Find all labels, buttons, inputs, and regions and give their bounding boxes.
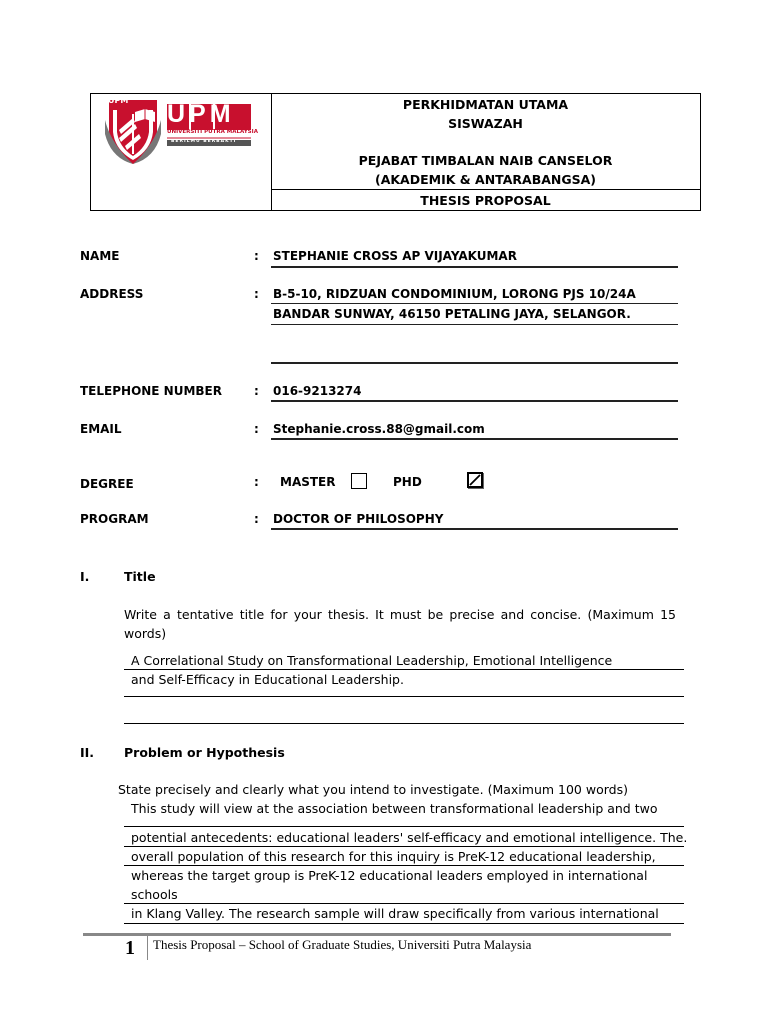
address-underline-3 bbox=[271, 362, 678, 364]
address-underline-2 bbox=[271, 324, 678, 325]
title-answer-line2[interactable]: and Self-Efficacy in Educational Leadership. bbox=[131, 672, 404, 687]
footer-text: Thesis Proposal – School of Graduate Studies, Universiti Putra Malaysia bbox=[153, 937, 532, 952]
problem-line5[interactable]: schools bbox=[131, 887, 178, 902]
logo-motto-text: BERILMU BERBAKTI bbox=[171, 139, 237, 144]
logo-university-text: UNIVERSITI PUTRA MALAYSIA bbox=[167, 129, 258, 135]
problem-line6[interactable]: in Klang Valley. The research sample will draw specifically from various international bbox=[131, 906, 659, 921]
problem-rule-5 bbox=[124, 923, 684, 924]
header-line3: PEJABAT TIMBALAN NAIB CANSELOR bbox=[358, 153, 613, 168]
section2-number: II. bbox=[80, 745, 95, 760]
program-colon: : bbox=[254, 512, 259, 526]
address-label: ADDRESS bbox=[80, 287, 144, 301]
problem-line4[interactable]: whereas the target group is PreK-12 educational leaders employed in international bbox=[131, 868, 648, 883]
problem-line3[interactable]: overall population of this research for this inquiry is PreK-12 educational leadership, bbox=[131, 849, 656, 864]
degree-master-label: MASTER bbox=[280, 475, 336, 489]
section1-instruction-a: Write a tentative title for your thesis. It must be precise and concise. (Maximum 15 bbox=[124, 607, 676, 622]
problem-rule-3 bbox=[124, 865, 684, 866]
header-line1: PERKHIDMATAN UTAMA bbox=[402, 97, 569, 112]
program-label: PROGRAM bbox=[80, 512, 149, 526]
problem-line2[interactable]: potential antecedents: educational leaders' self-efficacy and emotional intelligence. The. bbox=[131, 830, 688, 845]
header-box bbox=[90, 93, 701, 211]
page-number: 1 bbox=[125, 937, 135, 959]
logo-big-text: UPM bbox=[167, 100, 235, 128]
checkmark-icon bbox=[467, 472, 483, 488]
logo-cell bbox=[91, 94, 272, 210]
name-underline bbox=[271, 266, 678, 268]
program-value[interactable]: DOCTOR OF PHILOSOPHY bbox=[273, 512, 444, 526]
phone-underline bbox=[271, 400, 678, 402]
title-rule-3 bbox=[124, 723, 684, 724]
section1-title: Title bbox=[124, 569, 156, 584]
name-label: NAME bbox=[80, 249, 120, 263]
phone-label: TELEPHONE NUMBER bbox=[80, 384, 222, 398]
email-label: EMAIL bbox=[80, 422, 122, 436]
master-checkbox[interactable] bbox=[351, 473, 367, 489]
program-underline bbox=[271, 528, 678, 530]
degree-colon: : bbox=[254, 475, 259, 489]
address-line1[interactable]: B-5-10, RIDZUAN CONDOMINIUM, LORONG PJS 10/24A bbox=[273, 287, 636, 301]
header-line2: SISWAZAH bbox=[448, 116, 523, 131]
section2-instruction: State precisely and clearly what you intend to investigate. (Maximum 100 words) bbox=[118, 782, 628, 797]
phone-value[interactable]: 016-9213274 bbox=[273, 384, 362, 398]
footer-rule bbox=[83, 933, 671, 936]
email-underline bbox=[271, 438, 678, 440]
problem-rule-2 bbox=[124, 846, 684, 847]
email-colon: : bbox=[254, 422, 259, 436]
footer-separator bbox=[147, 936, 148, 960]
header-divider bbox=[271, 189, 700, 190]
degree-phd-label: PHD bbox=[393, 475, 422, 489]
problem-rule-4 bbox=[124, 903, 684, 904]
name-value[interactable]: STEPHANIE CROSS AP VIJAYAKUMAR bbox=[273, 249, 517, 263]
section1-instruction-b: words) bbox=[124, 626, 167, 641]
problem-line1[interactable]: This study will view at the association between transformational leadership and two bbox=[131, 801, 658, 816]
address-line2[interactable]: BANDAR SUNWAY, 46150 PETALING JAYA, SELANGOR. bbox=[273, 307, 631, 321]
section1-number: I. bbox=[80, 569, 90, 584]
email-value[interactable]: Stephanie.cross.88@gmail.com bbox=[273, 422, 485, 436]
problem-rule-1 bbox=[124, 826, 684, 827]
address-colon: : bbox=[254, 287, 259, 301]
header-title: THESIS PROPOSAL bbox=[420, 193, 551, 208]
section2-title: Problem or Hypothesis bbox=[124, 745, 285, 760]
address-underline-1 bbox=[271, 303, 678, 304]
title-answer-line1[interactable]: A Correlational Study on Transformational Leadership, Emotional Intelligence bbox=[131, 653, 613, 668]
name-colon: : bbox=[254, 249, 259, 263]
title-rule-1 bbox=[124, 669, 684, 670]
header-line4: (AKADEMIK & ANTARABANGSA) bbox=[374, 172, 597, 187]
phone-colon: : bbox=[254, 384, 259, 398]
phd-checkbox[interactable] bbox=[467, 472, 483, 488]
degree-label: DEGREE bbox=[80, 477, 134, 491]
logo-small-text: UPM bbox=[108, 96, 129, 105]
title-rule-2 bbox=[124, 696, 684, 697]
